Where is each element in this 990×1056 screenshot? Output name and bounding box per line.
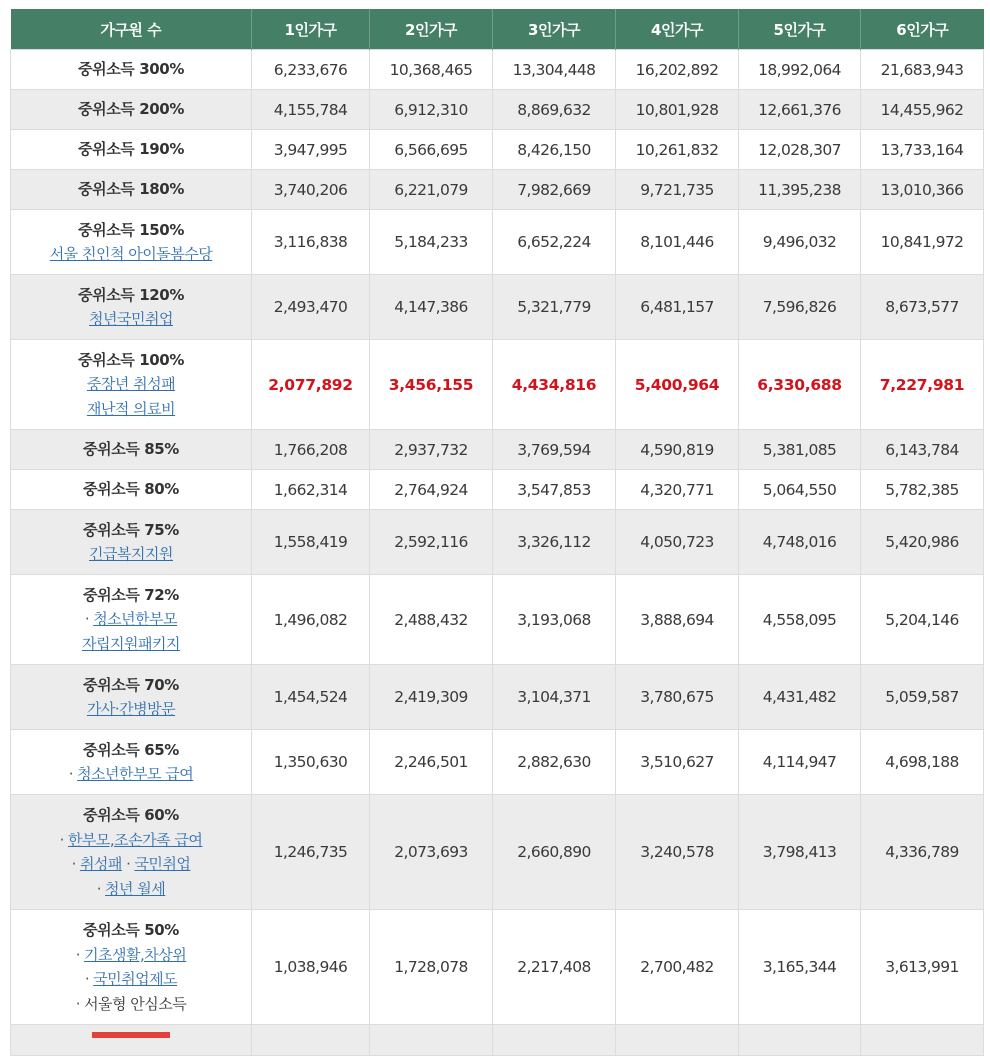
value-cell: 7,982,669: [493, 170, 616, 210]
table-row-150: [11, 210, 984, 275]
income-level: 중위소득 300%: [78, 60, 184, 79]
link-youth-rent[interactable]: 청년 월세: [105, 879, 166, 898]
row-label: [11, 470, 252, 510]
value-cell: 13,304,448: [493, 50, 616, 90]
row-label: [11, 795, 252, 910]
value-cell: 1,350,630: [252, 730, 370, 795]
row-label: [11, 130, 252, 170]
highlight-value-cell: 2,077,892: [252, 340, 370, 430]
link-middle-aged-employment[interactable]: 중장년 취성패: [86, 375, 176, 394]
value-cell: 8,426,150: [493, 130, 616, 170]
row-label: [11, 210, 252, 275]
value-cell: 1,728,078: [370, 910, 493, 1025]
table-row-75: [11, 510, 984, 575]
income-level: 중위소득 50%: [83, 921, 179, 939]
value-cell: 3,947,995: [252, 130, 370, 170]
link-teen-single-parent[interactable]: 청소년한부모: [93, 610, 178, 629]
header-4-person: 4인가구: [616, 9, 739, 50]
value-cell: 1,558,419: [252, 510, 370, 575]
link-basic-livelihood[interactable]: 기초생활,차상위: [84, 945, 187, 964]
income-level: 중위소득 190%: [78, 140, 184, 159]
value-cell: 4,590,819: [616, 430, 739, 470]
link-single-parent-grandparent-benefit[interactable]: 한부모,조손가족 급여: [67, 830, 203, 849]
value-cell: 5,184,233: [370, 210, 493, 275]
row-label: [11, 510, 252, 575]
header-row: [11, 9, 984, 50]
median-income-table-container: [10, 9, 984, 1056]
bullet: ·: [84, 610, 90, 629]
value-cell: [861, 1025, 984, 1056]
link-national-employment-system[interactable]: 국민취업제도: [93, 970, 178, 988]
value-cell: 3,613,991: [861, 910, 984, 1025]
table-row-60: [11, 795, 984, 910]
value-cell: 3,740,206: [252, 170, 370, 210]
value-cell: [252, 1025, 370, 1056]
value-cell: 8,101,446: [616, 210, 739, 275]
highlight-value-cell: 3,456,155: [370, 340, 493, 430]
value-cell: 5,064,550: [739, 470, 861, 510]
link-seoul-childcare-allowance[interactable]: 서울 친인척 아이돌봄수당: [49, 245, 213, 263]
value-cell: 8,673,577: [861, 275, 984, 340]
value-cell: 2,592,116: [370, 510, 493, 575]
bullet: ·: [71, 855, 76, 873]
value-cell: 2,073,693: [370, 795, 493, 910]
value-cell: 5,321,779: [493, 275, 616, 340]
row-label: [11, 665, 252, 730]
link-home-care-visit[interactable]: 가사·간병방문: [86, 700, 176, 718]
income-level: 중위소득 80%: [83, 480, 179, 499]
value-cell: 2,217,408: [493, 910, 616, 1025]
table-row-72: [11, 575, 984, 665]
value-cell: 3,798,413: [739, 795, 861, 910]
table-row-200: [11, 90, 984, 130]
table-row-65: [11, 730, 984, 795]
bullet: ·: [75, 945, 80, 964]
bullet: ·: [84, 970, 90, 988]
highlight-value-cell: 5,400,964: [616, 340, 739, 430]
value-cell: 1,246,735: [252, 795, 370, 910]
value-cell: 2,660,890: [493, 795, 616, 910]
value-cell: 2,488,432: [370, 575, 493, 665]
red-badge: [92, 1032, 170, 1038]
row-label: [11, 730, 252, 795]
value-cell: 1,766,208: [252, 430, 370, 470]
link-independence-package[interactable]: 자립지원패키지: [82, 634, 180, 653]
bullet: ·: [96, 879, 101, 898]
value-cell: 5,381,085: [739, 430, 861, 470]
row-label: [11, 1025, 252, 1056]
row-label: [11, 575, 252, 665]
value-cell: 7,596,826: [739, 275, 861, 340]
value-cell: 4,431,482: [739, 665, 861, 730]
table-row-85: [11, 430, 984, 470]
value-cell: 13,010,366: [861, 170, 984, 210]
value-cell: 4,698,188: [861, 730, 984, 795]
value-cell: 14,455,962: [861, 90, 984, 130]
table-row-120: [11, 275, 984, 340]
value-cell: 2,700,482: [616, 910, 739, 1025]
value-cell: [739, 1025, 861, 1056]
bullet: ·: [59, 830, 64, 849]
header-5-person: 5인가구: [739, 9, 861, 50]
value-cell: 2,246,501: [370, 730, 493, 795]
link-employment-success-package[interactable]: 취성패: [79, 855, 122, 873]
seoul-safe-income-text: 서울형 안심소득: [84, 994, 187, 1013]
header-6-person: 6인가구: [861, 9, 984, 50]
income-level: 중위소득 150%: [78, 220, 184, 239]
value-cell: 4,558,095: [739, 575, 861, 665]
table-row-partial: [11, 1025, 984, 1056]
value-cell: 13,733,164: [861, 130, 984, 170]
header-1-person: 1인가구: [252, 9, 370, 50]
value-cell: 3,547,853: [493, 470, 616, 510]
value-cell: 4,114,947: [739, 730, 861, 795]
value-cell: 1,454,524: [252, 665, 370, 730]
income-level: 중위소득 100%: [78, 350, 184, 369]
value-cell: 10,368,465: [370, 50, 493, 90]
value-cell: 6,652,224: [493, 210, 616, 275]
highlight-value-cell: 4,434,816: [493, 340, 616, 430]
value-cell: 6,912,310: [370, 90, 493, 130]
row-label: [11, 430, 252, 470]
row-label: [11, 340, 252, 430]
income-level: 중위소득 75%: [83, 520, 179, 539]
value-cell: 4,155,784: [252, 90, 370, 130]
table-row-180: [11, 170, 984, 210]
median-income-table: [10, 9, 984, 1056]
value-cell: 3,780,675: [616, 665, 739, 730]
value-cell: 5,059,587: [861, 665, 984, 730]
value-cell: 2,882,630: [493, 730, 616, 795]
value-cell: 4,147,386: [370, 275, 493, 340]
value-cell: 1,662,314: [252, 470, 370, 510]
value-cell: 3,104,371: [493, 665, 616, 730]
value-cell: 10,801,928: [616, 90, 739, 130]
value-cell: 2,937,732: [370, 430, 493, 470]
value-cell: 9,496,032: [739, 210, 861, 275]
value-cell: 3,888,694: [616, 575, 739, 665]
value-cell: 10,261,832: [616, 130, 739, 170]
link-teen-single-parent-benefit[interactable]: 청소년한부모 급여: [77, 765, 194, 783]
income-level: 중위소득 72%: [83, 585, 179, 604]
value-cell: 9,721,735: [616, 170, 739, 210]
bullet: ·: [75, 994, 80, 1013]
value-cell: 2,764,924: [370, 470, 493, 510]
highlight-value-cell: 6,330,688: [739, 340, 861, 430]
value-cell: 11,395,238: [739, 170, 861, 210]
value-cell: [493, 1025, 616, 1056]
row-label: [11, 275, 252, 340]
value-cell: 3,240,578: [616, 795, 739, 910]
value-cell: 6,233,676: [252, 50, 370, 90]
value-cell: [616, 1025, 739, 1056]
header-household-size: 가구원 수: [11, 9, 252, 50]
value-cell: 3,165,344: [739, 910, 861, 1025]
value-cell: 5,782,385: [861, 470, 984, 510]
value-cell: 12,661,376: [739, 90, 861, 130]
row-label: [11, 170, 252, 210]
value-cell: 4,748,016: [739, 510, 861, 575]
income-level: 중위소득 60%: [83, 806, 179, 824]
link-national-employment[interactable]: 국민취업: [134, 855, 191, 873]
value-cell: 4,320,771: [616, 470, 739, 510]
link-emergency-welfare[interactable]: 긴급복지지원: [89, 545, 173, 563]
income-level: 중위소득 85%: [83, 440, 179, 459]
header-3-person: 3인가구: [493, 9, 616, 50]
value-cell: 6,481,157: [616, 275, 739, 340]
table-row-70: [11, 665, 984, 730]
value-cell: 21,683,943: [861, 50, 984, 90]
link-youth-employment[interactable]: 청년국민취업: [89, 310, 173, 328]
value-cell: 2,419,309: [370, 665, 493, 730]
value-cell: 6,143,784: [861, 430, 984, 470]
bullet: ·: [126, 855, 131, 873]
table-row-100: [11, 340, 984, 430]
value-cell: 4,336,789: [861, 795, 984, 910]
income-level: 중위소득 70%: [83, 675, 179, 694]
value-cell: 18,992,064: [739, 50, 861, 90]
value-cell: 5,204,146: [861, 575, 984, 665]
row-label: [11, 50, 252, 90]
table-row-50: [11, 910, 984, 1025]
value-cell: 6,221,079: [370, 170, 493, 210]
value-cell: 4,050,723: [616, 510, 739, 575]
value-cell: 3,769,594: [493, 430, 616, 470]
value-cell: 5,420,986: [861, 510, 984, 575]
income-level: 중위소득 120%: [78, 285, 184, 304]
value-cell: [370, 1025, 493, 1056]
income-level: 중위소득 65%: [83, 740, 179, 759]
link-catastrophic-medical[interactable]: 재난적 의료비: [86, 399, 176, 418]
header-2-person: 2인가구: [370, 9, 493, 50]
row-label: [11, 90, 252, 130]
value-cell: 3,326,112: [493, 510, 616, 575]
income-level: 중위소득 180%: [78, 180, 184, 199]
value-cell: 3,193,068: [493, 575, 616, 665]
value-cell: 12,028,307: [739, 130, 861, 170]
value-cell: 1,038,946: [252, 910, 370, 1025]
table-row-80: [11, 470, 984, 510]
income-level: 중위소득 200%: [78, 100, 184, 119]
value-cell: 3,116,838: [252, 210, 370, 275]
value-cell: 6,566,695: [370, 130, 493, 170]
value-cell: 16,202,892: [616, 50, 739, 90]
value-cell: 8,869,632: [493, 90, 616, 130]
table-row-300: [11, 50, 984, 90]
highlight-value-cell: 7,227,981: [861, 340, 984, 430]
value-cell: 10,841,972: [861, 210, 984, 275]
table-row-190: [11, 130, 984, 170]
value-cell: 2,493,470: [252, 275, 370, 340]
value-cell: 1,496,082: [252, 575, 370, 665]
bullet: ·: [68, 765, 73, 783]
value-cell: 3,510,627: [616, 730, 739, 795]
row-label: [11, 910, 252, 1025]
